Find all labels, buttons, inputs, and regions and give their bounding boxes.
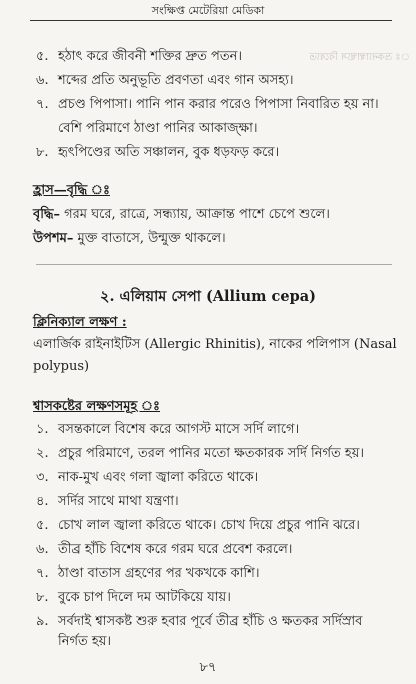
- item-number: ৮.: [36, 590, 49, 605]
- item-text: চোখ লাল জ্বালা করিতে থাকে। চোখ দিয়ে প্রচুর পানি ঝরে।: [58, 518, 360, 533]
- clinical-text-row: [0, 334, 416, 356]
- respiratory-heading-row: [0, 396, 416, 418]
- list-item: [0, 94, 416, 116]
- aggravation-text: গরম ঘরে, রাত্রে, সন্ধ্যায়, আক্রান্ত পাশে চেপে শুলে।: [60, 207, 330, 222]
- list-item-continuation: [0, 631, 416, 653]
- item-number: ৩.: [36, 470, 49, 485]
- aggravation-row: [0, 204, 416, 226]
- aggravation: [33, 204, 392, 226]
- list-item: [0, 539, 416, 561]
- clinical-heading-row: [0, 312, 416, 334]
- list-item: [0, 587, 416, 609]
- item-number: ৯.: [36, 614, 49, 629]
- item-text: বেশি পরিমাণে ঠাণ্ডা পানির আকাজ্ক্ষা।: [58, 121, 258, 136]
- clinical-text-line-2: polypus): [33, 359, 90, 374]
- item-number: ৮.: [36, 145, 49, 160]
- item-number: ৫.: [36, 49, 49, 64]
- list-item: [0, 443, 416, 465]
- item-number: ৫.: [36, 518, 49, 533]
- item-number: ৭.: [36, 97, 49, 112]
- item-text: বুকে চাপ দিলে দম আটকিয়ে যায়।: [58, 590, 231, 605]
- item-text: সর্বদাই শ্বাসকষ্ট শুরু হবার পূর্বে তীব্র হাঁচি ও ক্ষতকর সর্দিস্রাব: [58, 614, 363, 629]
- item-text: তীব্র হাঁচি বিশেষ করে গরম ঘরে প্রবেশ করলে।: [58, 542, 293, 557]
- item-number: ৬.: [36, 542, 49, 557]
- item-text: সর্দির সাথে মাথা যন্ত্রণা।: [58, 494, 179, 509]
- item-text: হঠাৎ করে জীবনী শক্তির দ্রুত পতন।: [58, 49, 243, 64]
- list-item: [0, 419, 416, 441]
- modalities-heading-row: [0, 180, 416, 202]
- item-text: হৃৎপিণ্ডের অতি সঞ্চালন, বুক ধড়ফড় করে।: [58, 145, 280, 160]
- item-text: নাক-মুখ এবং গলা জ্বালা করিতে থাকে।: [58, 470, 259, 485]
- list-item: [0, 563, 416, 585]
- list-item: [0, 491, 416, 513]
- list-item: [0, 142, 416, 164]
- list-item: [0, 467, 416, 489]
- clinical-heading: ক্লিনিক্যাল লক্ষণ :: [33, 315, 127, 330]
- list-item: [0, 611, 416, 633]
- item-number: ৬.: [36, 73, 49, 88]
- item-number: ১.: [36, 422, 49, 437]
- item-text: বসন্তকালে বিশেষ করে আগস্ট মাসে সর্দি লাগে।: [58, 422, 300, 437]
- section-title: ২. এলিয়াম সেপা (Allium cepa): [100, 288, 316, 305]
- list-item: [0, 46, 416, 68]
- item-text: ঠাণ্ডা বাতাস গ্রহণের পর খকখকে কাশি।: [58, 566, 260, 581]
- item-number: ৪.: [36, 494, 49, 509]
- list-item: [0, 70, 416, 92]
- item-text: প্রচণ্ড পিপাসা। পানি পান করার পরেও পিপাসা নিবারিত হয় না।: [58, 97, 379, 112]
- header-rule: [30, 20, 392, 21]
- respiratory-heading: শ্বাসকষ্টের লক্ষণসমূহ ঃ: [33, 399, 160, 414]
- list-item: [0, 515, 416, 537]
- aggravation-label: বৃদ্ধি–: [33, 207, 60, 222]
- amelioration-text: মুক্ত বাতাসে, উন্মুক্ত থাকলে।: [73, 231, 226, 246]
- amelioration: [33, 228, 392, 250]
- amelioration-label: উপশম–: [33, 231, 74, 246]
- item-number: ২.: [36, 446, 49, 461]
- running-head: সংক্ষিপ্ত মেটেরিয়া মেডিকা: [151, 4, 265, 17]
- item-text: শব্দের প্রতি অনুভূতি প্রবণতা এবং গান অসহ্য।: [58, 73, 294, 88]
- clinical-text-row: [0, 356, 416, 378]
- amelioration-row: [0, 228, 416, 250]
- modalities-heading: হ্রাস—বৃদ্ধি ঃ: [33, 183, 110, 198]
- item-number: ৭.: [36, 566, 49, 581]
- page-number: ৮৭: [199, 660, 217, 675]
- list-item-continuation: [0, 118, 416, 140]
- clinical-text-line-1: এলার্জিক রাইনাইটিস (Allergic Rhinitis), নাকের পলিপাস (Nasal: [33, 337, 397, 352]
- section-divider: [36, 264, 392, 265]
- bleed-through-text: ঃ ভ্রকন্যাস্বাস্থ্যস বিষ্যেত: [309, 52, 410, 63]
- item-text: নির্গত হয়।: [58, 634, 112, 649]
- item-text: প্রচুর পরিমাণে, তরল পানির মতো ক্ষতকারক সর্দি নির্গত হয়।: [58, 446, 365, 461]
